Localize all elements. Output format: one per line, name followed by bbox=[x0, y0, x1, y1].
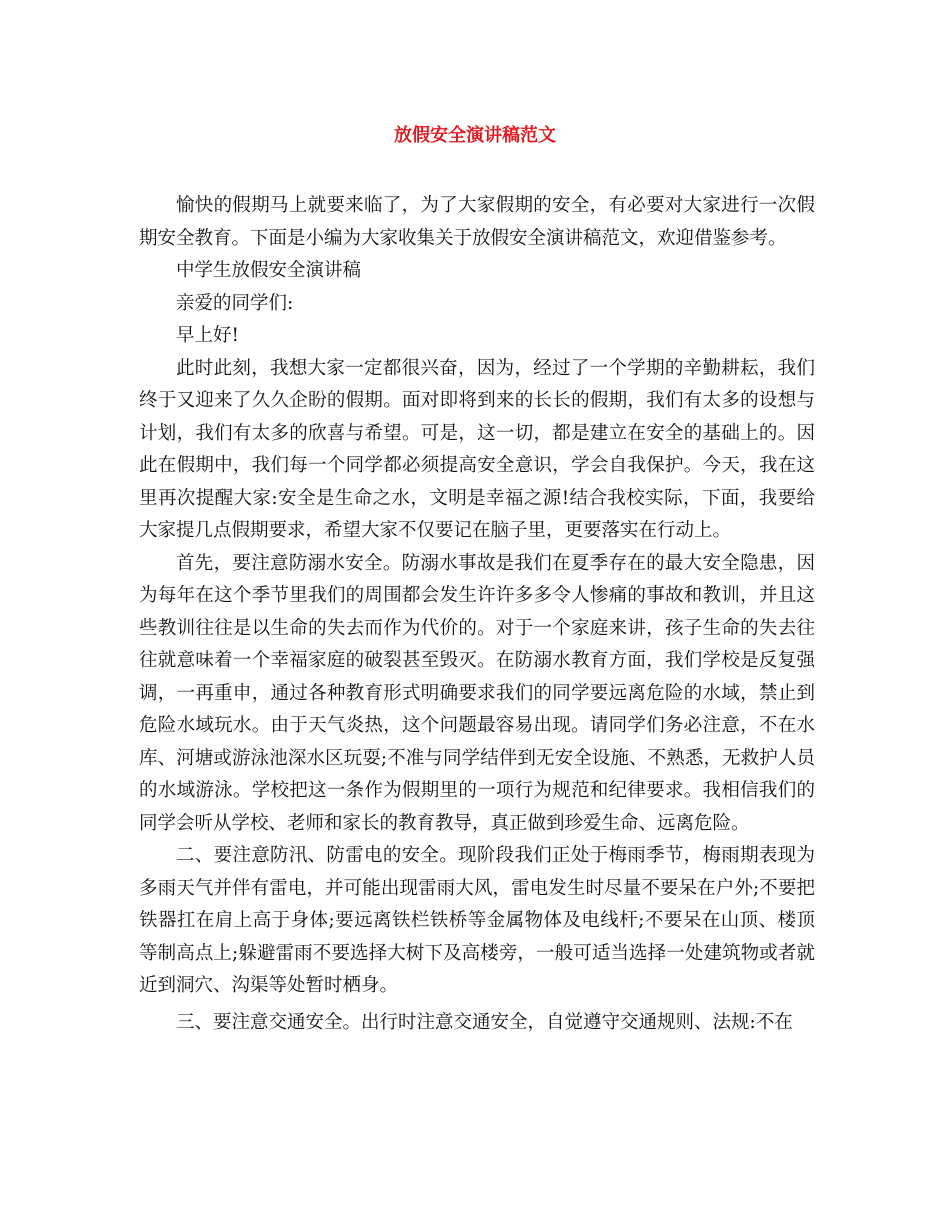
traffic-safety-paragraph: 三、要注意交通安全。出行时注意交通安全，自觉遵守交通规则、法规:不在 bbox=[176, 1011, 793, 1033]
greeting: 早上好! bbox=[176, 325, 239, 346]
salutation: 亲爱的同学们: bbox=[176, 292, 294, 314]
document-title: 放假安全演讲稿范文 bbox=[394, 125, 556, 146]
opening-paragraph: 此时此刻，我想大家一定都很兴奋，因为，经过了一个学期的辛勤耕耘，我们终于又迎来了久久企盼的假期。面对即将到来的长长的假期，我们有太多的设想与计划，我们有太多的欣喜与希望。可是，这一切，都是建立在安全的基础上的。因此在假期中，我们每一个同学都必须提高安全意识，学会自我保护。今天，我在这里再次提醒大家:安全是生命之水，文明是幸福之源!结合我校实际，下面，我要给大家提几点假期要求，希望大家不仅要记在脑子里，更要落实在行动上。 bbox=[139, 357, 815, 541]
speech-heading: 中学生放假安全演讲稿 bbox=[176, 260, 362, 281]
intro-paragraph: 愉快的假期马上就要来临了，为了大家假期的安全，有必要对大家进行一次假期安全教育。下面是小编为大家收集关于放假安全演讲稿范文，欢迎借鉴参考。 bbox=[139, 195, 815, 249]
flood-lightning-paragraph: 二、要注意防汛、防雷电的安全。现阶段我们正处于梅雨季节，梅雨期表现为多雨天气并伴有雷电，并可能出现雷雨大风，雷电发生时尽量不要呆在户外;不要把铁器扛在肩上高于身体;要远离铁栏铁桥等金属物体及电线杆;不要呆在山顶、楼顶等制高点上;躲避雷雨不要选择大树下及高楼旁，一般可适当选择一处建筑物或者就近到洞穴、沟渠等处暂时栖身。 bbox=[139, 845, 815, 996]
document-body bbox=[139, 190, 815, 1039]
drowning-safety-paragraph: 首先，要注意防溺水安全。防溺水事故是我们在夏季存在的最大安全隐患，因为每年在这个季节里我们的周围都会发生许许多多令人惨痛的事故和教训，并且这些教训往往是以生命的失去而作为代价的。对于一个家庭来讲，孩子生命的失去往往就意味着一个幸福家庭的破裂甚至毁灭。在防溺水教育方面，我们学校是反复强调，一再重申，通过各种教育形式明确要求我们的同学要远离危险的水域，禁止到危险水域玩水。由于天气炎热，这个问题最容易出现。请同学们务必注意，不在水库、河塘或游泳池深水区玩耍;不准与同学结伴到无安全设施、不熟悉，无救护人员的水域游泳。学校把这一条作为假期里的一项行为规范和纪律要求。我相信我们的同学会听从学校、老师和家长的教育教导，真正做到珍爱生命、远离危险。 bbox=[139, 552, 815, 834]
